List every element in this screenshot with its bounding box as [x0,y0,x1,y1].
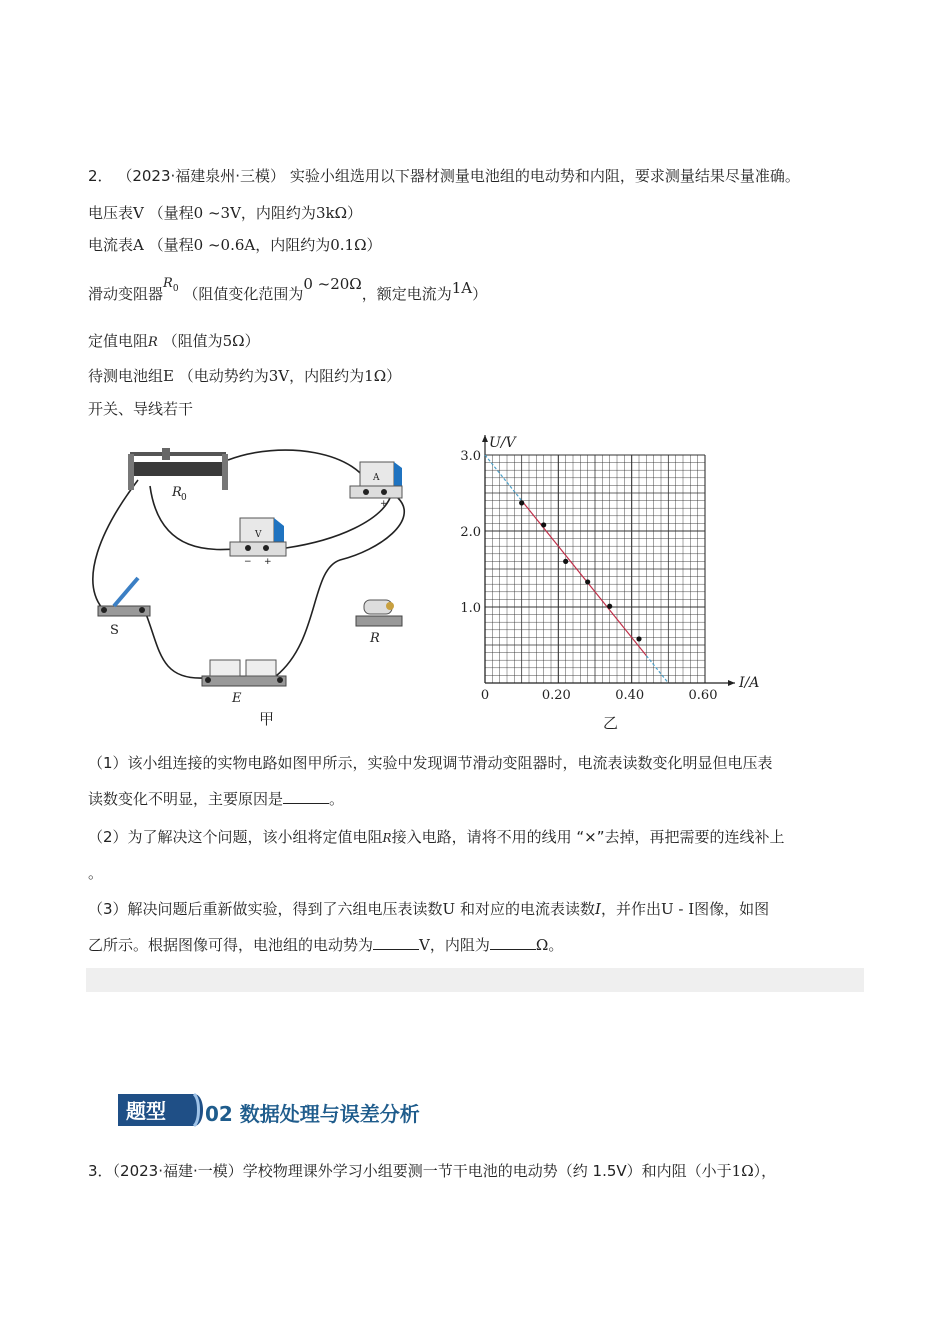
y-tick-label: 3.0 [460,449,481,464]
wire [146,614,204,678]
q2-stem [88,165,800,187]
sub3-line2: 乙所示。根据图像可得，电池组的电动势为 V，内阻为 Ω。 [88,936,564,954]
resistor-label: R [370,631,380,646]
sub3-line1: （3）解决问题后重新做实验，得到了六组电压表读数U 和对应的电流表读数I，并作出U - I图像，如图 [88,900,770,918]
y-axis-arrow [482,435,488,442]
equip-rheostat: 滑动变阻器$R_0$ （阻值变化范围为0 ~20Ω，额定电流为1A） [88,275,488,303]
wire [150,486,248,550]
voltmeter-plus: + [264,557,272,567]
data-point [563,559,568,564]
section-badge-text: 题型 [126,1099,166,1123]
q2-source: （2023·福建泉州·三模） [117,167,286,185]
x-axis-arrow [728,680,735,686]
battery-icon [202,660,286,686]
figure-jia-caption: 甲 [259,710,275,728]
ammeter-label: A [373,473,380,483]
rheostat-label: R [172,485,182,500]
x-tick-label: 0 [480,688,490,703]
q2-intro: 实验小组选用以下器材测量电池组的电动势和内阻，要求测量结果尽量准确。 [289,167,800,185]
resistor-icon [356,600,402,626]
wire [286,498,390,548]
equip-other: 开关、导线若干 [88,400,194,418]
data-point [519,500,524,505]
data-point [636,636,641,641]
circuit-figure [80,440,430,740]
answer-blank[interactable] [283,789,329,804]
wire [276,498,404,676]
x-tick-label: 0.40 [615,688,645,703]
y-axis-label: U/V [489,435,516,451]
x-tick-label: 0.20 [541,688,571,703]
resistance-blank[interactable] [490,935,536,950]
rheostat-icon [128,448,228,490]
q2-number: 2． [88,167,113,185]
equip-battery: 待测电池组E （电动势约为3V，内阻约为1Ω） [88,367,402,385]
section-title: 02 数据处理与误差分析 [205,1102,420,1126]
battery-label: E [232,691,242,706]
y-tick-label: 2.0 [460,525,481,540]
ammeter-plus: + [380,499,388,509]
fit-line [522,501,647,656]
emf-blank[interactable] [373,935,419,950]
sub2-line1: （2）为了解决这个问题，该小组将定值电阻R接入电路，请将不用的线用 “×”去掉，再把需要的连线补上 [88,828,785,846]
answer-band [86,968,864,992]
voltmeter-minus: − [244,557,252,567]
equip-fixed-resistor: 定值电阻R （阻值为5Ω） [88,332,260,350]
figure-yi-caption: 乙 [603,714,619,732]
data-point [607,604,612,609]
sub1-line1: （1）该小组连接的实物电路如图甲所示，实验中发现调节滑动变阻器时，电流表读数变化明显但电压表 [88,754,773,772]
equip-ammeter: 电流表A （量程0 ~0.6A，内阻约为0.1Ω） [88,236,382,254]
rheostat-label-sub: 0 [181,493,187,503]
voltmeter-label: V [255,530,262,540]
switch-label: S [110,623,119,638]
x-tick-label: 0.60 [688,688,718,703]
y-tick-label: 1.0 [460,601,481,616]
fit-line-extension [646,656,668,683]
data-point [585,579,590,584]
ui-chart [450,425,770,705]
section-badge [114,1090,206,1130]
equip-voltmeter: 电压表V （量程0 ~3V，内阻约为3kΩ） [88,204,363,222]
sub1-line2: 读数变化不明显，主要原因是 。 [88,790,345,808]
x-axis-label: I/A [739,675,760,691]
q3-stem: 3．（2023·福建·一模）学校物理课外学习小组要测一节干电池的电动势（约 1.5V）和内阻（小于1Ω）， [88,1162,777,1180]
sub2-line2: 。 [88,864,104,882]
data-point [541,522,546,527]
switch-icon [98,578,150,616]
